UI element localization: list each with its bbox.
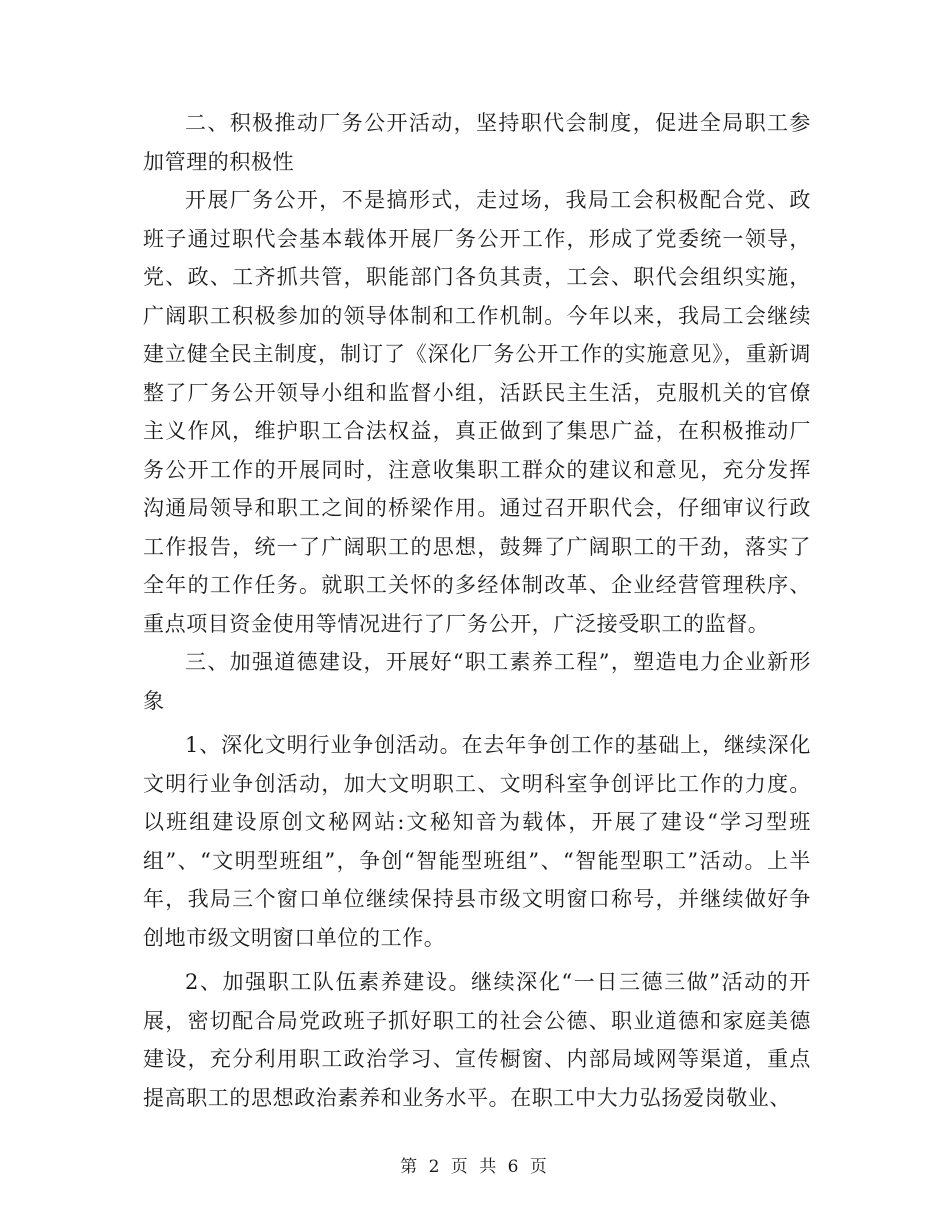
paragraph: 开展厂务公开，不是搞形式，走过场，我局工会积极配合党、政班子通过职代会基本载体开展厂务公开工作，形成了党委统一领导，党、政、工齐抓共管，职能部门各负其责，工会、职代会组织实施，广阔职工积极参加的领导体制和工作机制。今年以来，我局工会继续建立健全民主制度，制订了《深化厂务公开工作的实施意见》，重新调整了厂务公开领导小组和监督小组，活跃民主生活，克服机关的官僚主义作风，维护职工合法权益，真正做到了集思广益，在积极推动厂务公开工作的开展同时，注意收集职工群众的建议和意见，充分发挥沟通局领导和职工之间的桥梁作用。通过召开职代会，仔细审议行政工作报告，统一了广阔职工的思想，鼓舞了广阔职工的干劲，落实了全年的工作任务。就职工关怀的多经体制改革、企业经营管理秩序、重点项目资金使用等情况进行了厂务公开，广泛接受职工的监督。 xyxy=(143,188,811,636)
paragraph: 2、加强职工队伍素养建设。继续深化“一日三德三做”活动的开展，密切配合局党政班子抓好职工的社会公德、职业道德和家庭美德建设，充分利用职工政治学习、宣传橱窗、内部局域网等渠道，重点提高职工的思想政治素养和业务水平。在职工中大力弘扬爱岗敬业、 xyxy=(143,970,811,1110)
section-heading-3: 三、加强道德建设，开展好“职工素养工程”，塑造电力企业新形象 xyxy=(143,650,811,713)
paragraph: 1、深化文明行业争创活动。在去年争创工作的基础上，继续深化文明行业争创活动，加大文明职工、文明科室争创评比工作的力度。以班组建设原创文秘网站:文秘知音为载体，开展了建设“学习型班组”、“文明型班组”，争创“智能型班组”、“智能型职工”活动。上半年，我局三个窗口单位继续保持县市级文明窗口称号，并继续做好争创地市级文明窗口单位的工作。 xyxy=(143,733,811,950)
section-heading-2: 二、积极推动厂务公开活动，坚持职代会制度，促进全局职工参加管理的积极性 xyxy=(143,111,811,174)
page-number-footer: 第 2 页 共 6 页 xyxy=(400,1157,550,1177)
body-text xyxy=(143,104,811,1117)
